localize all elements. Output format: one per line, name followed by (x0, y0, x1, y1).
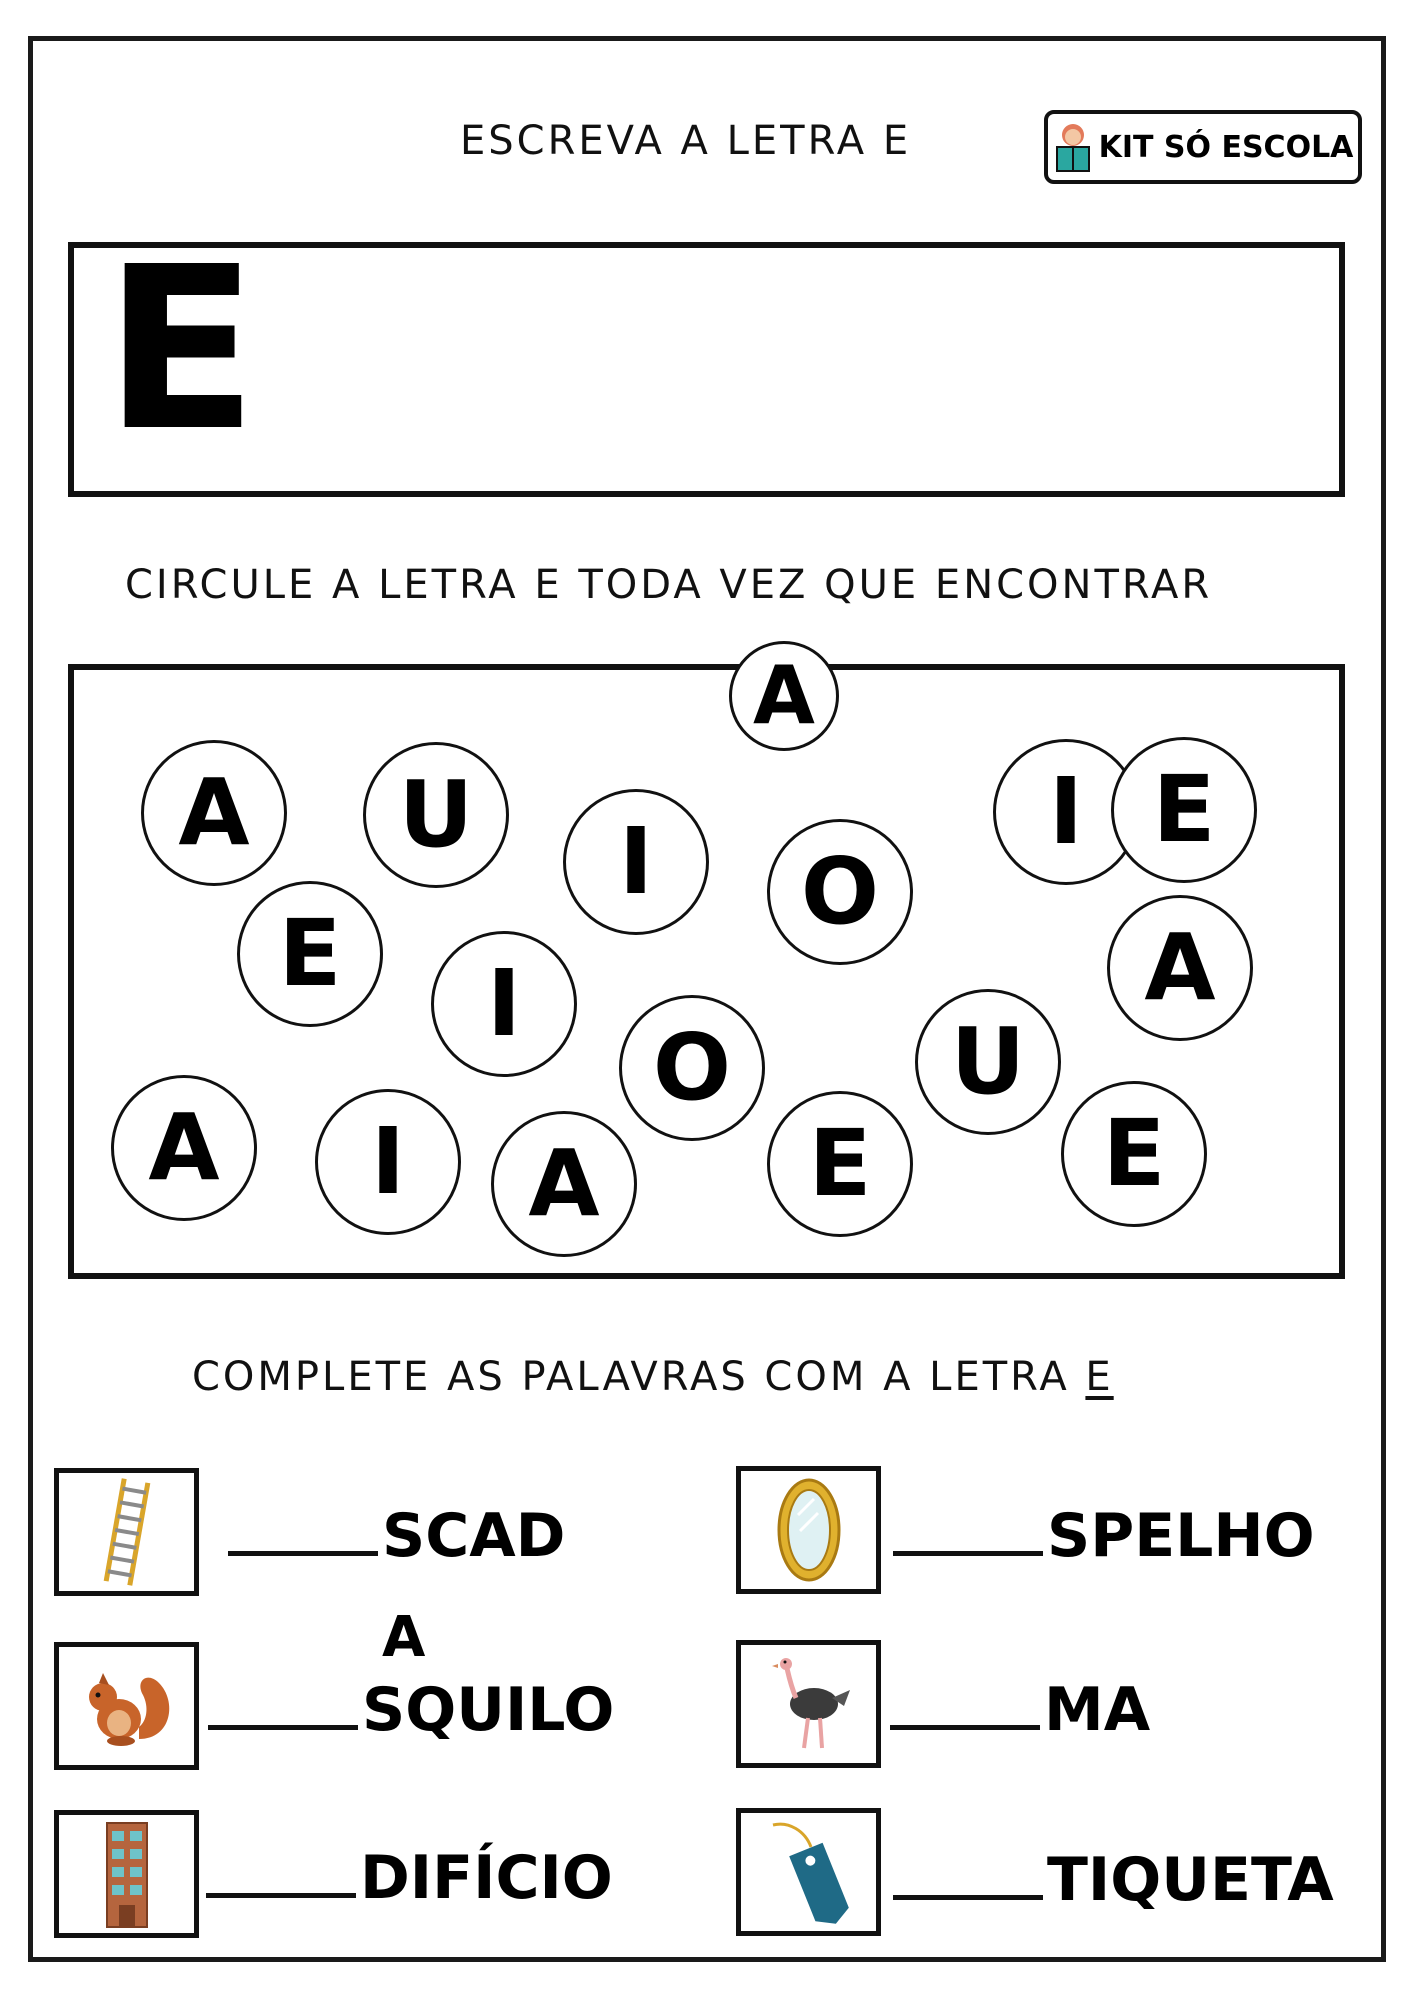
word-ending: SCAD (382, 1501, 566, 1571)
word-ending: DIFÍCIO (360, 1843, 613, 1913)
bubble-letter: E (1152, 756, 1216, 863)
bubble-letter: O (652, 1014, 732, 1121)
letter-bubble[interactable] (431, 931, 577, 1077)
model-letter: E (104, 219, 258, 481)
complete-instruction-letter: E (1085, 1354, 1114, 1400)
answer-blank[interactable] (228, 1551, 378, 1556)
bubble-letter: I (618, 808, 654, 915)
word-ending: MA (1044, 1675, 1151, 1745)
picture-ostrich (736, 1640, 881, 1768)
bubble-letter: E (1102, 1100, 1166, 1207)
word-ostrich (890, 1675, 1151, 1745)
word-building (206, 1843, 613, 1913)
letter-bubble[interactable] (915, 989, 1061, 1135)
answer-blank[interactable] (890, 1725, 1040, 1730)
letter-bubble[interactable] (1107, 895, 1253, 1041)
bubble-letter: I (486, 950, 522, 1057)
word-ending: SPELHO (1047, 1501, 1315, 1571)
letter-bubble[interactable] (1111, 737, 1257, 883)
bubble-letter: U (398, 761, 474, 868)
answer-blank[interactable] (893, 1551, 1043, 1556)
word-squirrel (208, 1675, 615, 1745)
bubble-letter: E (278, 900, 342, 1007)
letter-bubble[interactable] (729, 641, 839, 751)
word-ladder (228, 1501, 566, 1571)
squirrel-icon (77, 1661, 177, 1751)
word-ending: TIQUETA (1047, 1845, 1334, 1915)
picture-ladder (54, 1468, 199, 1596)
page-title: ESCREVA A LETRA E (460, 118, 912, 164)
bubble-letter: I (1048, 758, 1084, 865)
student-reading-icon (1053, 121, 1093, 173)
ladder-icon (97, 1476, 157, 1588)
complete-instruction-text: COMPLETE AS PALAVRAS COM A LETRA (192, 1354, 1086, 1400)
letter-bubble[interactable] (111, 1075, 257, 1221)
bubble-letter: I (370, 1108, 406, 1215)
bubble-letter: A (1144, 914, 1216, 1021)
ostrich-icon (764, 1654, 854, 1754)
picture-squirrel (54, 1642, 199, 1770)
word-ending: SQUILO (362, 1675, 615, 1745)
letter-bubble[interactable] (491, 1111, 637, 1257)
bubble-letter: A (148, 1094, 220, 1201)
bubble-letter: A (528, 1130, 600, 1237)
mirror-icon (774, 1475, 844, 1585)
letter-bubble[interactable] (237, 881, 383, 1027)
answer-blank[interactable] (208, 1725, 358, 1730)
picture-building (54, 1810, 199, 1938)
answer-blank[interactable] (893, 1895, 1043, 1900)
letter-bubble[interactable] (767, 1091, 913, 1237)
bubble-letter: U (950, 1008, 1026, 1115)
brand-logo (1044, 110, 1362, 184)
letter-bubble[interactable] (315, 1089, 461, 1235)
letter-bubble[interactable] (141, 740, 287, 886)
letter-bubble[interactable] (563, 789, 709, 935)
letter-bubble[interactable] (767, 819, 913, 965)
tag-icon (759, 1817, 859, 1927)
bubble-letter: A (753, 649, 815, 742)
word-tag (893, 1845, 1334, 1915)
bubble-letter: A (178, 759, 250, 866)
letter-bubble[interactable] (1061, 1081, 1207, 1227)
letter-bubble[interactable] (363, 742, 509, 888)
bubble-letter: O (800, 838, 880, 945)
picture-tag (736, 1808, 881, 1936)
answer-blank[interactable] (206, 1893, 356, 1898)
picture-mirror (736, 1466, 881, 1594)
circle-instruction: CIRCULE A LETRA E TODA VEZ QUE ENCONTRAR (125, 562, 1213, 608)
brand-name: KIT SÓ ESCOLA (1098, 129, 1354, 165)
building-icon (102, 1819, 152, 1929)
bubble-letter: E (808, 1110, 872, 1217)
letter-bubble[interactable] (619, 995, 765, 1141)
word-mirror (893, 1501, 1315, 1571)
complete-instruction (192, 1354, 1114, 1400)
word-squirrel-superscript: A (382, 1605, 426, 1670)
write-letter-box (68, 219, 1345, 497)
letters-box (68, 649, 1345, 1279)
